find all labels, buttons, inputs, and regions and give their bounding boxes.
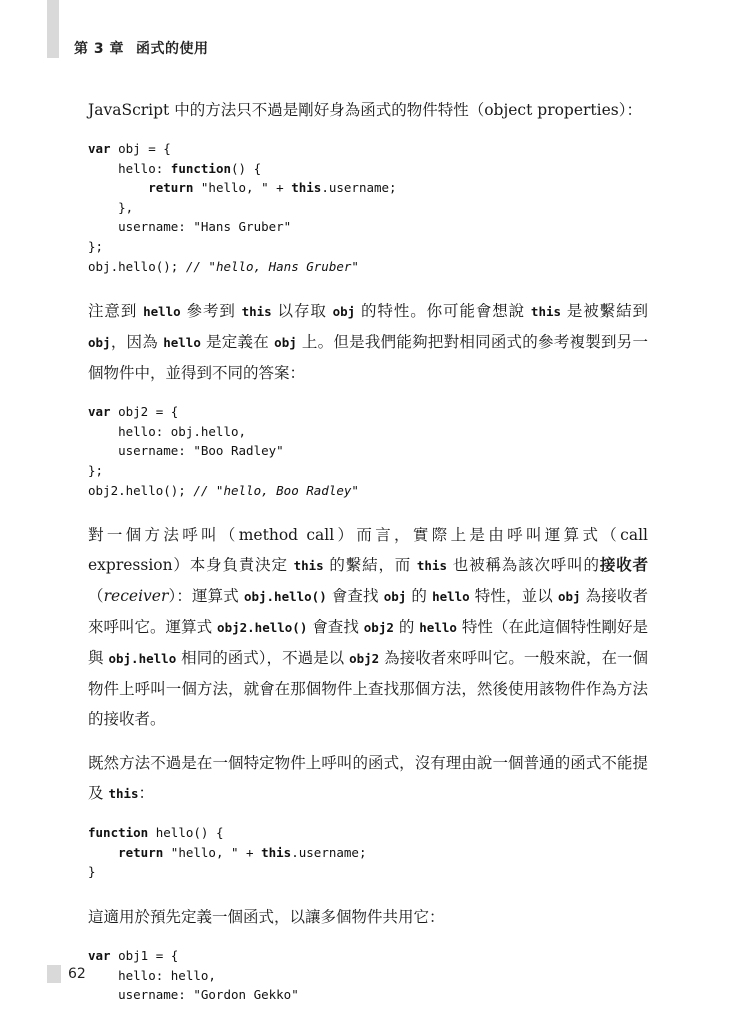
inline-code: hello (163, 335, 201, 351)
paragraph-4 (88, 748, 648, 809)
inline-code: obj2 (363, 620, 394, 636)
text-run: 的特性。你可能會想說 (355, 302, 531, 321)
text-run: （ (88, 587, 104, 606)
text-run: 的 (393, 618, 420, 637)
inline-code: hello (143, 304, 181, 320)
text-run: 特性，並以 (469, 587, 558, 606)
code-block-1 (88, 139, 648, 276)
code-block-2 (88, 402, 648, 500)
code-token: "hello, " + (193, 180, 292, 196)
inline-code: obj2.hello() (217, 620, 308, 636)
text-run: 既然方法不過是在一個特定物件上呼叫的函式，沒有理由說一個普通的函式不能提及 (88, 754, 648, 803)
text-run: 為接收者來呼叫它。一般來說，在一個物件上呼叫一個方法，就會在那個物件上查找那個方法，然後使用該物件作為方法的接收者。 (88, 649, 649, 729)
code-token: obj2.hello(); (88, 482, 194, 498)
inline-code: obj (332, 304, 356, 320)
text-run: 特性（在此這個特性剛好是與 (88, 618, 648, 668)
code-token: hello() { (148, 825, 224, 841)
code-line: }, (88, 199, 134, 215)
code-token: .username; (321, 180, 397, 196)
text-run: 參考到 (180, 302, 242, 321)
page-content (88, 95, 648, 1014)
text-run: 是被繫結到 (561, 302, 648, 321)
inline-code: this (241, 304, 272, 320)
code-token: this (261, 844, 292, 860)
code-token: return (118, 844, 164, 860)
code-token: () { (231, 160, 262, 176)
code-token: function (170, 160, 232, 176)
code-token: var (88, 947, 111, 963)
footer-side-bar (47, 965, 61, 983)
code-line: username: "Hans Gruber" (88, 219, 292, 235)
text-run: 以存取 (271, 302, 333, 321)
paragraph-2 (88, 296, 648, 388)
inline-code: obj.hello() (243, 589, 327, 605)
code-block-4 (88, 946, 648, 1005)
text-run: ）：運算式 (168, 587, 244, 606)
text-run: 相同的函式），不過是以 (176, 649, 350, 668)
code-token: hello: (88, 160, 171, 176)
code-token: obj1 = { (110, 947, 179, 963)
text-run: 的 (406, 587, 433, 606)
code-token: this (291, 180, 322, 196)
text-run: 會查找 (326, 587, 384, 606)
text-run: 的繫結，而 (323, 556, 417, 575)
code-line: } (88, 864, 96, 880)
text-run: 注意到 (88, 302, 144, 321)
code-token: obj.hello(); (88, 258, 186, 274)
code-token: var (88, 404, 111, 420)
code-line: }; (88, 462, 104, 478)
inline-code: obj (383, 589, 407, 605)
inline-code: this (416, 558, 447, 574)
code-token: obj = { (110, 141, 171, 156)
inline-code: obj (88, 335, 111, 351)
code-token: function (88, 825, 149, 841)
text-run: ： (138, 784, 155, 803)
code-token: .username; (291, 844, 367, 860)
emphasis-term: 接收者 (599, 555, 648, 575)
code-token (88, 180, 148, 195)
inline-code: this (108, 786, 139, 802)
code-block-3 (88, 823, 648, 882)
inline-code: this (530, 304, 562, 320)
text-run: 為接收者來呼叫它。運算式 (88, 587, 648, 637)
code-token (88, 845, 118, 860)
inline-code: this (293, 558, 324, 574)
inline-code: obj (274, 335, 297, 351)
chapter-title: 函式的使用 (136, 41, 209, 57)
code-line: }; (88, 238, 104, 254)
inline-code: hello (432, 589, 470, 605)
code-token: return (148, 180, 194, 196)
code-comment: // "hello, Boo Radley" (193, 482, 359, 498)
code-line: username: "Gordon Gekko" (88, 987, 299, 1003)
code-line: hello: obj.hello, (88, 423, 247, 439)
page-number: 62 (68, 966, 86, 982)
chapter-number: 第 3 章 (74, 41, 124, 57)
inline-code: obj (557, 589, 581, 605)
inline-code: obj2 (349, 651, 380, 667)
text-run: 也被稱為該次呼叫的 (447, 556, 600, 575)
text-run: ，因為 (110, 333, 164, 352)
code-line: username: "Boo Radley" (88, 443, 284, 459)
header-side-bar (47, 0, 59, 58)
code-token: var (88, 141, 111, 156)
inline-code: hello (419, 620, 457, 636)
code-line: hello: hello, (88, 967, 216, 983)
chapter-header (74, 38, 209, 58)
paragraph-1: JavaScript 中的方法只不過是剛好身為函式的物件特性（object properties）： (88, 101, 642, 119)
code-token: obj2 = { (110, 404, 179, 420)
paragraph-3 (88, 520, 648, 734)
inline-code: obj.hello (108, 651, 177, 667)
text-run: 是定義在 (200, 333, 275, 352)
code-token: "hello, " + (163, 844, 262, 860)
text-run: 對一個方法呼叫（method call）而言，實際上是由呼叫運算式（call expression）本身負責決定 (88, 526, 648, 575)
text-run: 會查找 (307, 618, 364, 637)
italic-term: receiver (103, 587, 169, 606)
paragraph-5: 這適用於預先定義一個函式，以讓多個物件共用它： (88, 907, 445, 926)
text-run: 上。但是我們能夠把對相同函式的參考複製到另一個物件中，並得到不同的答案： (88, 333, 648, 383)
code-comment: // "hello, Hans Gruber" (185, 258, 359, 274)
